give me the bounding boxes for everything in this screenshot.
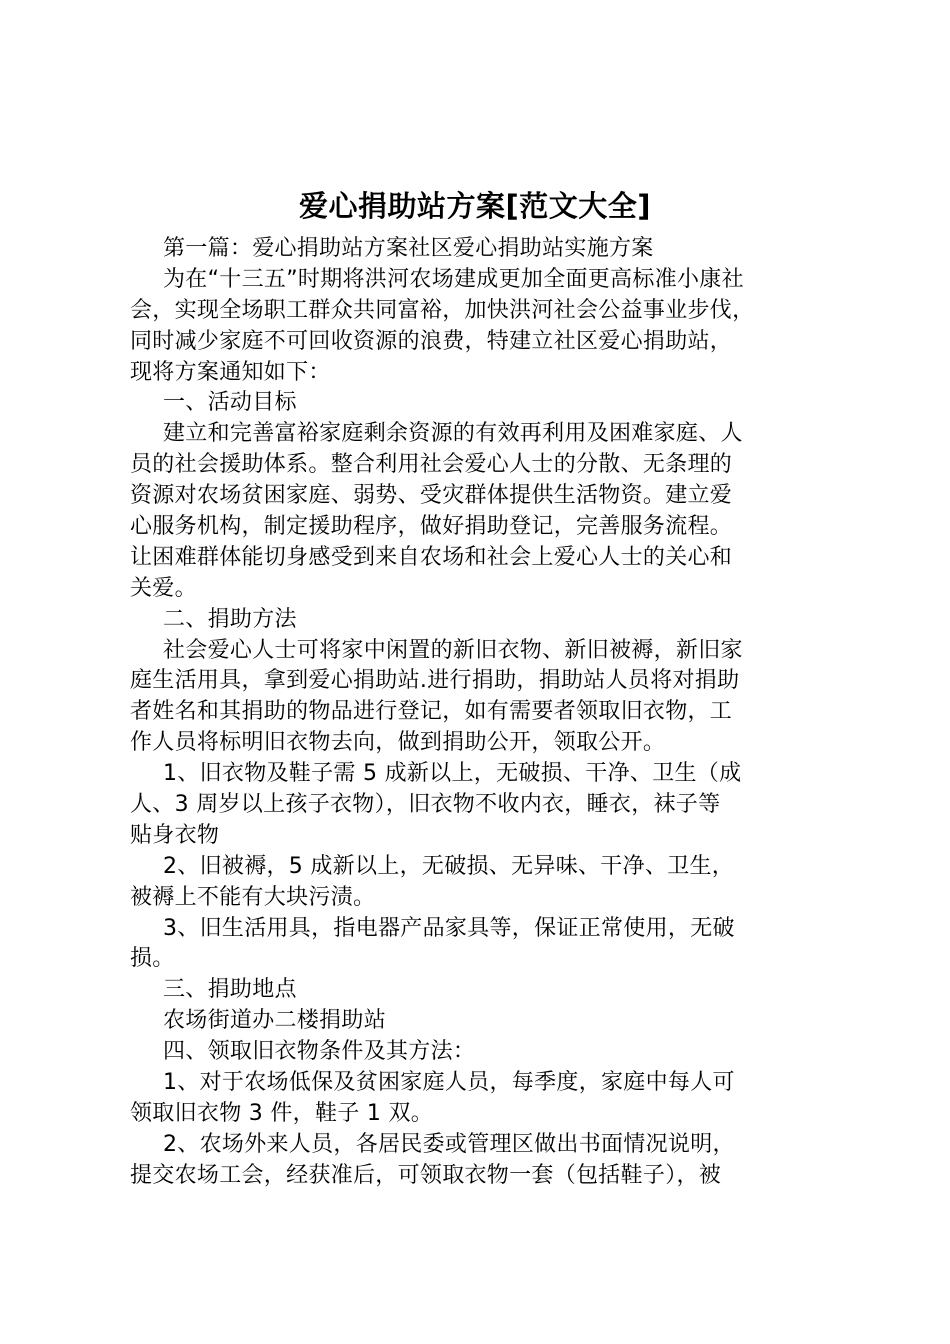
list-item-line: 领取旧衣物 3 件，鞋子 1 双。 — [130, 1100, 434, 1126]
paragraph-line: 建立和完善富裕家庭剩余资源的有效再利用及困难家庭、人 — [163, 421, 743, 447]
paragraph-line: 庭生活用具，拿到爱心捐助站.进行捐助，捐助站人员将对捐助 — [130, 668, 740, 694]
list-item-line: 损。 — [130, 946, 175, 972]
section-heading: 四、领取旧衣物条件及其方法： — [163, 1039, 476, 1065]
paragraph-line: 让困难群体能切身感受到来自农场和社会上爱心人士的关心和 — [130, 544, 733, 570]
list-item-line: 贴身衣物 — [130, 822, 220, 848]
paragraph-line: 同时减少家庭不可回收资源的浪费，特建立社区爱心捐助站， — [130, 328, 733, 354]
list-item-line: 1、对于农场低保及贫困家庭人员，每季度，家庭中每人可 — [163, 1070, 735, 1096]
list-item-line: 1、旧衣物及鞋子需 5 成新以上，无破损、干净、卫生（成 — [163, 761, 742, 787]
list-item-line: 3、旧生活用具，指电器产品家具等，保证正常使用，无破 — [163, 915, 735, 941]
document-title: 爱心捐助站方案[范文大全] — [298, 189, 651, 223]
list-item-line: 被褥上不能有大块污渍。 — [130, 884, 376, 910]
paragraph-line: 资源对农场贫困家庭、弱势、受灾群体提供生活物资。建立爱 — [130, 483, 733, 509]
list-item-line: 2、旧被褥，5 成新以上，无破损、无异味、干净、卫生， — [163, 853, 735, 879]
paragraph-line: 者姓名和其捐助的物品进行登记，如有需要者领取旧衣物，工 — [130, 699, 733, 725]
paragraph-line: 关爱。 — [130, 575, 197, 601]
section-heading: 三、捐助地点 — [163, 977, 297, 1003]
paragraph-line: 会，实现全场职工群众共同富裕，加快洪河社会公益事业步伐， — [130, 297, 755, 323]
list-item-line: 人、3 周岁以上孩子衣物），旧衣物不收内衣，睡衣，袜子等 — [130, 792, 721, 818]
paragraph-line: 现将方案通知如下： — [130, 359, 331, 385]
section-heading: 二、捐助方法 — [163, 606, 297, 632]
paragraph-line: 社会爱心人士可将家中闲置的新旧衣物、新旧被褥，新旧家 — [163, 637, 743, 663]
list-item-line: 提交农场工会，经获准后，可领取衣物一套（包括鞋子），被 — [130, 1162, 722, 1188]
paragraph-line: 心服务机构，制定援助程序，做好捐助登记，完善服务流程。 — [130, 514, 733, 540]
list-item-line: 2、农场外来人员，各居民委或管理区做出书面情况说明， — [163, 1131, 735, 1157]
paragraph-line: 作人员将标明旧衣物去向，做到捐助公开，领取公开。 — [130, 730, 666, 756]
document-body — [130, 234, 840, 1192]
section-heading: 一、活动目标 — [163, 390, 297, 416]
paragraph-line: 员的社会援助体系。整合利用社会爱心人士的分散、无条理的 — [130, 452, 733, 478]
paragraph-line: 第一篇：爱心捐助站方案社区爱心捐助站实施方案 — [163, 236, 654, 261]
paragraph-line: 为在“十三五”时期将洪河农场建成更加全面更高标准小康社 — [163, 266, 744, 292]
paragraph-line: 农场街道办二楼捐助站 — [163, 1008, 387, 1034]
